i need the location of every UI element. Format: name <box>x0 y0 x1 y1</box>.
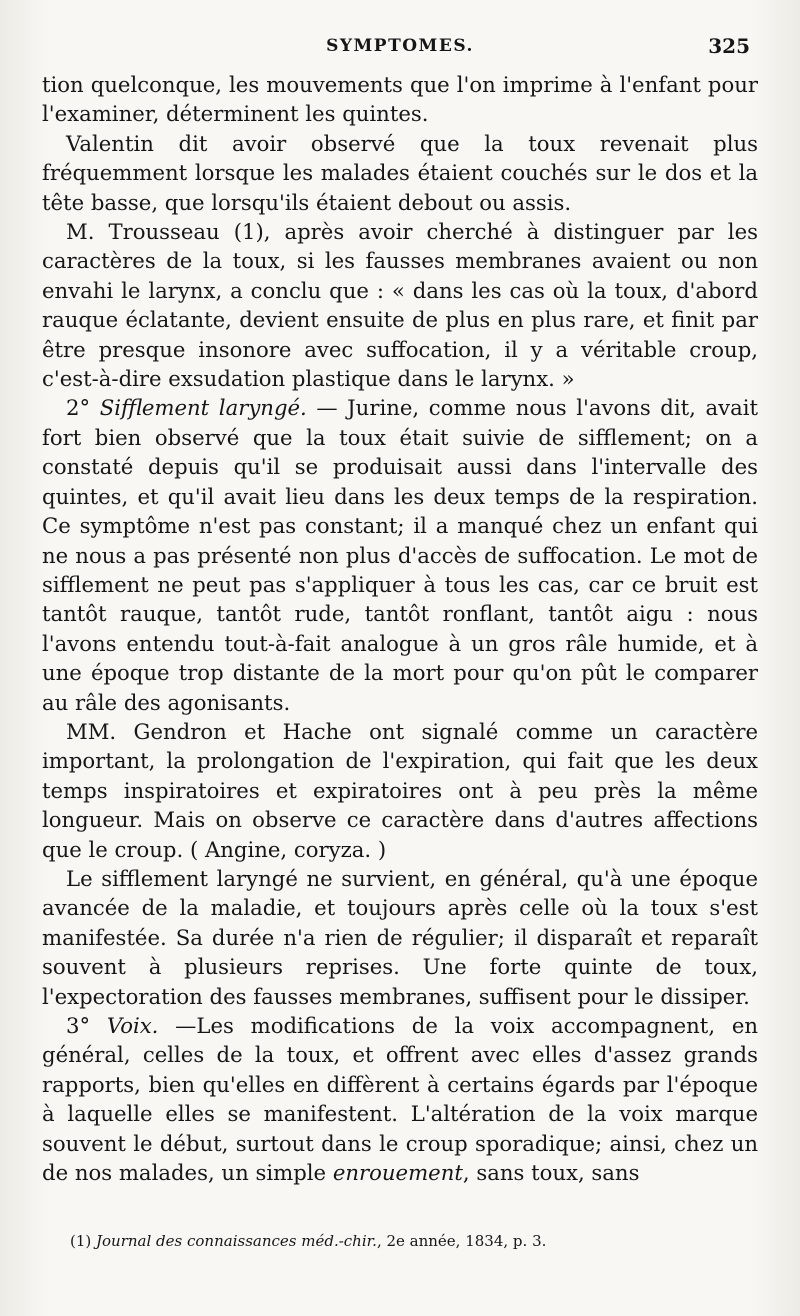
paragraph-text: tion quelconque, les mouvements que l'on imprime à l'enfant pour l'examiner, déterminent les quintes. <box>42 72 758 127</box>
running-head: SYMPTOMES. <box>326 36 474 56</box>
paragraph-text: —Les modifications de la voix accompagnent, en général, celles de la toux, et offrent avec elles d'assez grands rapports, bien qu'elles en diffèrent à certains égards par l'époque à laquelle elles se manifestent. L'altération de la voix marque souvent le début, surtout dans le croup sporadique; ainsi, chez un de nos malades, un simple <box>42 1013 759 1186</box>
paragraph-2 <box>42 129 758 217</box>
paragraph-1 <box>42 70 758 129</box>
page-header <box>42 30 758 70</box>
section-number: 2° <box>66 395 100 421</box>
paragraph-6 <box>42 864 758 1011</box>
paragraph-text: — Jurine, comme nous l'avons dit, avait fort bien observé que la toux était suivie de sifflement; on a constaté depuis qu'il se produisait aussi dans l'intervalle des quintes, et qu'il avait lieu dans les deux temps de la respiration. Ce symptôme n'est pas constant; il a manqué chez un enfant qui ne nous a pas présenté non plus d'accès de suffocation. Le mot de sifflement ne peut pas s'appliquer à tous les cas, car ce bruit est tantôt rauque, tantôt rude, tantôt ronflant, tantôt aigu : nous l'avons entendu tout-à-fait analogue à un gros râle humide, et à une époque trop distante de la mort pour qu'on pût le comparer au râle des agonisants. <box>42 395 759 715</box>
paragraph-4 <box>42 393 758 716</box>
section-heading: Voix. <box>106 1013 159 1038</box>
paragraph-5 <box>42 717 758 864</box>
body-text <box>42 70 758 1187</box>
footnote-rule <box>42 1211 162 1212</box>
paragraph-text-end: , sans toux, sans <box>462 1160 640 1186</box>
footnote <box>42 1232 758 1250</box>
paragraph-3 <box>42 217 758 393</box>
paragraph-text: M. Trousseau (1), après avoir cherché à distinguer par les caractères de la toux, si les fausses membranes avaient ou non envahi le larynx, a conclu que : « dans les cas où la toux, d'abord rauque éclatante, devient ensuite de plus en plus rare, et finit par être presque insonore avec suffocation, il y a véritable croup, c'est-à-dire exsudation plastique dans le larynx. » <box>42 219 758 392</box>
footnote-marker: (1) <box>70 1232 97 1251</box>
paragraph-text: Le sifflement laryngé ne survient, en général, qu'à une époque avancée de la maladie, et toujours après celle où la toux s'est manifestée. Sa durée n'a rien de régulier; il disparaît et reparaît souvent à plusieurs reprises. Une forte quinte de toux, l'expectoration des fausses membranes, suffisent pour le dissiper. <box>42 865 758 1009</box>
paragraph-text: MM. Gendron et Hache ont signalé comme un caractère important, la prolongation de l'expiration, qui fait que les deux temps inspiratoires et expiratoires ont à peu près la même longueur. Mais on observe ce caractère dans d'autres affections que le croup. ( Angine, coryza. ) <box>42 718 758 862</box>
paragraph-7 <box>42 1011 758 1187</box>
page-number: 325 <box>708 34 750 58</box>
paragraph-text: Valentin dit avoir observé que la toux revenait plus fréquemment lorsque les malades étaient couchés sur le dos et la tête basse, que lorsqu'ils étaient debout ou assis. <box>42 130 758 215</box>
footnote-details: , 2e année, 1834, p. 3. <box>376 1232 547 1251</box>
section-heading: Sifflement laryngé. <box>99 395 307 421</box>
emphasized-term: enrouement <box>332 1160 463 1186</box>
section-number: 3° <box>66 1013 107 1038</box>
footnote-source: Journal des connaissances méd.-chir. <box>96 1232 377 1251</box>
